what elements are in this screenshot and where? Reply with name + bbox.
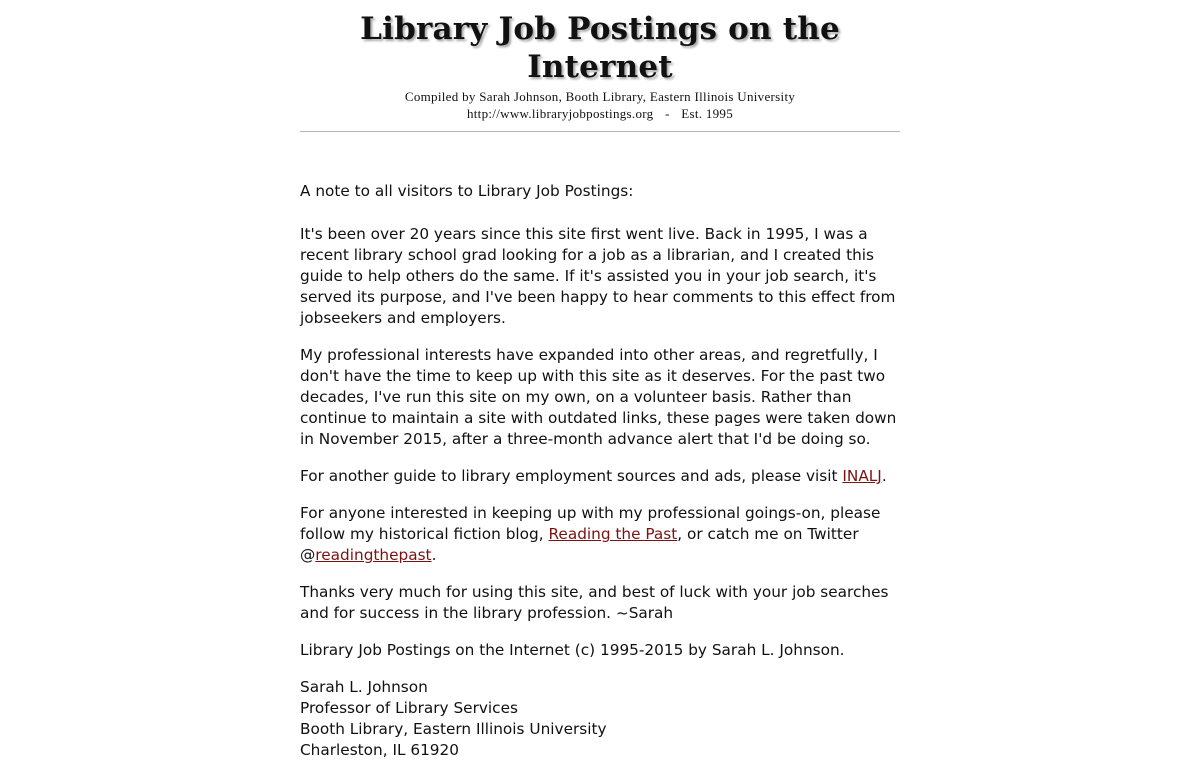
compiled-by: Compiled by Sarah Johnson, Booth Library, Eastern Illinois University: [404, 89, 796, 104]
established: Est. 1995: [681, 106, 734, 121]
paragraph-blog: [300, 503, 900, 566]
twitter-link[interactable]: readingthepast: [315, 546, 432, 564]
blog-end: .: [431, 546, 437, 564]
paragraph-takedown: My professional interests have expanded into other areas, and regretfully, I don't have the time to keep up with this site as it deserves. For the past two decades, I've run this site on my own, on a volunteer basis. Rather than continue to maintain a site with outdated links, these pages were taken down in November 2015, after a three-month advance alert that I'd be doing so.: [300, 346, 897, 448]
note-heading: A note to all visitors to Library Job Postings:: [300, 182, 634, 200]
copyright: Library Job Postings on the Internet (c) 1995-2015 by Sarah L. Johnson.: [300, 641, 845, 659]
address-city: Charleston, IL 61920: [300, 741, 460, 759]
address-library: Booth Library, Eastern Illinois University: [300, 720, 607, 738]
meta-separator: -: [665, 106, 670, 121]
address-position: Professor of Library Services: [300, 699, 518, 717]
site-url: http://www.libraryjobpostings.org: [466, 106, 654, 121]
address-block: [300, 677, 900, 761]
paragraph-inalj: [300, 466, 900, 487]
masthead: [300, 0, 900, 123]
inalj-text: For another guide to library employment sources and ads, please visit: [300, 467, 843, 485]
site-title: Library Job Postings on the Internet: [360, 11, 840, 85]
address-name: Sarah L. Johnson: [300, 678, 428, 696]
twitter-text: , or catch me on Twitter @: [300, 525, 859, 564]
reading-the-past-link[interactable]: Reading the Past: [548, 525, 678, 543]
inalj-end: .: [881, 467, 887, 485]
page: [300, 0, 900, 761]
main-content: [300, 181, 900, 761]
paragraph-history: It's been over 20 years since this site first went live. Back in 1995, I was a recent library school grad looking for a job as a librarian, and I created this guide to help others do the same. If it's assisted you in your job search, it's served its purpose, and I've been happy to hear comments to this effect from jobseekers and employers.: [300, 225, 896, 327]
paragraph-thanks: Thanks very much for using this site, and best of luck with your job searches and for success in the library profession. ~Sarah: [300, 583, 889, 622]
header-divider: [300, 131, 900, 132]
site-meta: [300, 105, 900, 123]
blog-text: For anyone interested in keeping up with my professional goings-on, please follow my historical fiction blog,: [300, 504, 881, 543]
inalj-link[interactable]: INALJ: [842, 467, 882, 485]
